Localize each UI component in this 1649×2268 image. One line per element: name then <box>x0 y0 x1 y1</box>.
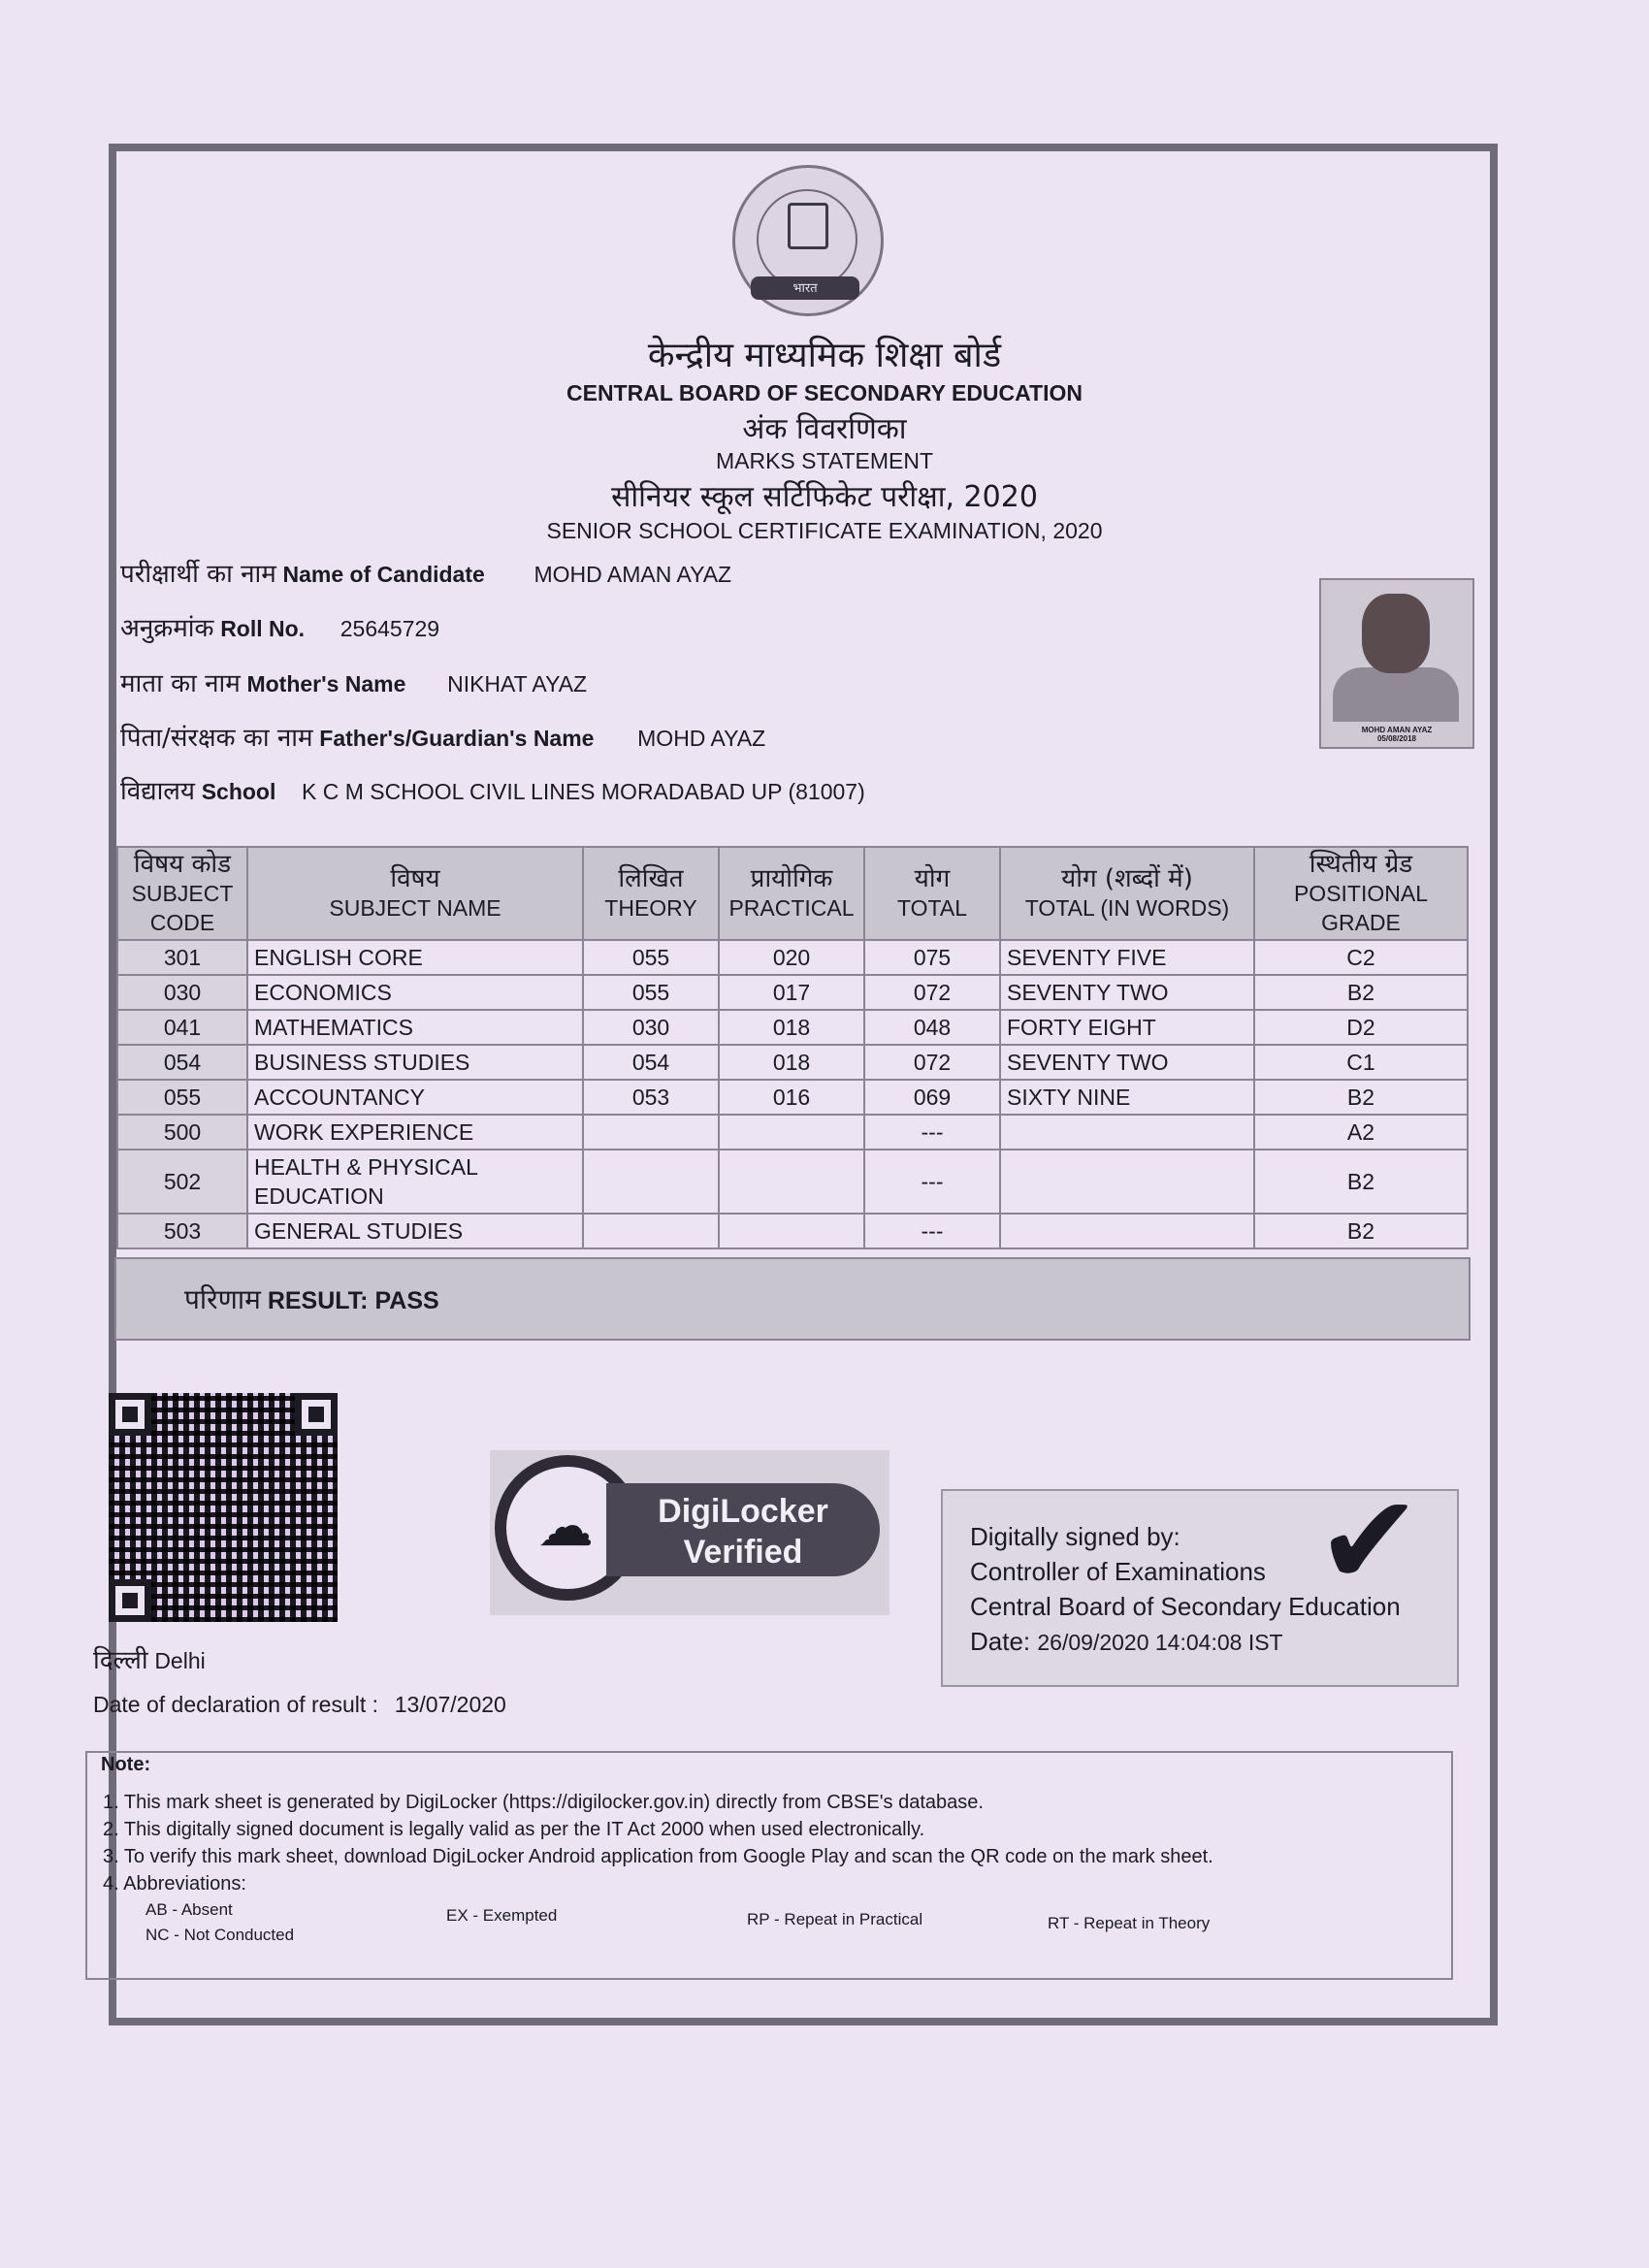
school-row: विद्यालय School K C M SCHOOL CIVIL LINES MORADABAD UP (81007) <box>120 777 865 806</box>
abbreviation: AB - Absent <box>146 1900 233 1919</box>
father-name: MOHD AYAZ <box>637 726 766 751</box>
board-name: CENTRAL BOARD OF SECONDARY EDUCATION <box>566 380 1083 405</box>
mother-name-row: माता का नाम Mother's Name NIKHAT AYAZ <box>120 669 588 698</box>
notes-title: Note: <box>101 1754 151 1775</box>
note-item: 3. To verify this mark sheet, download DigiLocker Android application from Google Play and scan the QR code on the mark sheet. <box>103 1846 1213 1867</box>
result-bar <box>114 1257 1471 1341</box>
roll-no: 25645729 <box>340 616 440 641</box>
qr-code-icon[interactable] <box>109 1393 338 1622</box>
table-row: 301 ENGLISH CORE 055 020 075 SEVENTY FIVE C2 <box>117 940 1468 975</box>
table-header-row <box>117 847 1468 940</box>
table-row: 502 HEALTH & PHYSICAL EDUCATION --- B2 <box>117 1150 1468 1214</box>
table-row: 030 ECONOMICS 055 017 072 SEVENTY TWO B2 <box>117 975 1468 1010</box>
marks-table <box>116 846 1469 1249</box>
school-name: K C M SCHOOL CIVIL LINES MORADABAD UP (81007) <box>302 779 865 804</box>
abbreviation: NC - Not Conducted <box>146 1926 295 1944</box>
candidate-name-row: परीक्षार्थी का नाम Name of Candidate MOHD AMAN AYAZ <box>120 560 732 589</box>
exam-title: SENIOR SCHOOL CERTIFICATE EXAMINATION, 2020 <box>546 518 1103 543</box>
roll-no-row: अनुक्रमांक Roll No. 25645729 <box>120 614 440 643</box>
col-theory: लिखित THEORY <box>583 847 719 940</box>
abbreviation: RT - Repeat in Theory <box>1048 1914 1211 1932</box>
result-label-hindi: परिणाम <box>184 1283 261 1315</box>
col-practical: प्रायोगिक PRACTICAL <box>719 847 864 940</box>
note-item: 4. Abbreviations: <box>103 1873 246 1895</box>
board-name-hindi: केन्द्रीय माध्यमिक शिक्षा बोर्ड <box>647 336 1002 375</box>
table-row: 503 GENERAL STUDIES --- B2 <box>117 1214 1468 1248</box>
abbreviation: RP - Repeat in Practical <box>747 1910 923 1928</box>
checkmark-icon: ✔ <box>1316 1467 1422 1614</box>
cbse-emblem-icon: भारत <box>732 165 884 316</box>
statement-title: MARKS STATEMENT <box>715 448 934 473</box>
declaration-row: Date of declaration of result : 13/07/2020 <box>93 1692 506 1717</box>
digital-signature-box: Digitally signed by: Controller of Examinations Central Board of Secondary Education Date: 26/09/2020 14:04:08 IST ✔ <box>941 1489 1459 1687</box>
note-item: 1. This mark sheet is generated by DigiLocker (https://digilocker.gov.in) directly from CBSE's database. <box>103 1792 984 1813</box>
candidate-name: MOHD AMAN AYAZ <box>534 562 732 587</box>
note-item: 2. This digitally signed document is legally valid as per the IT Act 2000 when used electronically. <box>103 1819 925 1840</box>
father-name-row: पिता/संरक्षक का नाम Father's/Guardian's Name MOHD AYAZ <box>120 724 766 753</box>
table-row: 055 ACCOUNTANCY 053 016 069 SIXTY NINE B2 <box>117 1080 1468 1115</box>
result-label: RESULT: PASS <box>267 1287 439 1314</box>
col-grade: स्थितीय ग्रेड POSITIONAL GRADE <box>1254 847 1468 940</box>
exam-title-hindi: सीनियर स्कूल सर्टिफिकेट परीक्षा, 2020 <box>611 480 1038 514</box>
mother-name: NIKHAT AYAZ <box>447 671 588 697</box>
place-row: दिल्ली Delhi <box>93 1646 206 1675</box>
table-row: 041 MATHEMATICS 030 018 048 FORTY EIGHT D2 <box>117 1010 1468 1045</box>
table-row: 500 WORK EXPERIENCE --- A2 <box>117 1115 1468 1150</box>
signature-date: 26/09/2020 14:04:08 IST <box>1037 1630 1283 1655</box>
declaration-date: 13/07/2020 <box>394 1692 506 1717</box>
candidate-photo: MOHD AMAN AYAZ 05/08/2018 <box>1319 578 1474 749</box>
notes-box <box>85 1751 1453 1980</box>
col-subject-code: विषय कोड SUBJECT CODE <box>117 847 247 940</box>
abbreviation: EX - Exempted <box>446 1906 558 1925</box>
table-row: 054 BUSINESS STUDIES 054 018 072 SEVENTY TWO C1 <box>117 1045 1468 1080</box>
statement-title-hindi: अंक विवरणिका <box>742 412 907 446</box>
col-total: योग TOTAL <box>864 847 1000 940</box>
col-subject-name: विषय SUBJECT NAME <box>247 847 583 940</box>
col-total-words: योग (शब्दों में) TOTAL (IN WORDS) <box>1000 847 1254 940</box>
digilocker-icon: ☁ <box>495 1455 640 1601</box>
digilocker-verified-badge: ☁ DigiLocker Verified <box>490 1450 889 1615</box>
